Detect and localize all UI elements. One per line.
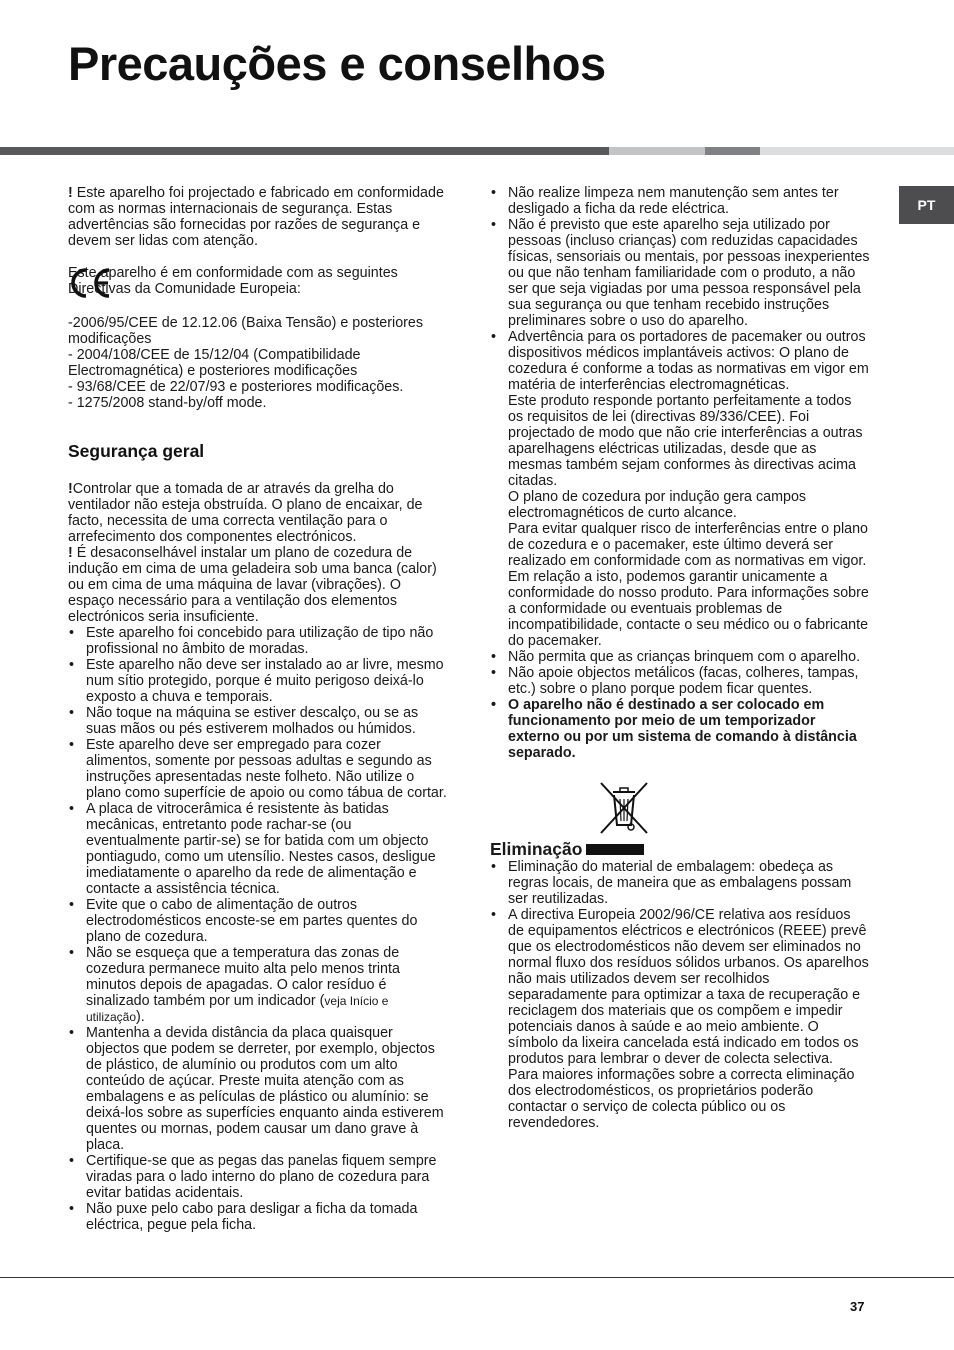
header-rule-light bbox=[609, 147, 705, 155]
right-column bbox=[490, 185, 870, 1131]
list-item: • Não puxe pelo cabo para desligar a ficha da tomada eléctrica, pegue pela ficha. bbox=[68, 1201, 448, 1233]
section-heading-seguranca: Segurança geral bbox=[68, 441, 205, 461]
warning-installation bbox=[68, 545, 448, 625]
intro-paragraph bbox=[68, 185, 448, 249]
pacemaker-paragraph: Em relação a isto, podemos garantir unicamente a conformidade do nosso produto. Para informações sobre a conformidade ou eventuais problemas de incompatibilidade, contacte o seu médico ou o fabricante do pacemaker. bbox=[508, 569, 869, 649]
directive-3: - 93/68/CEE de 22/07/93 e posteriores modificações. bbox=[68, 379, 404, 395]
list-item-timer-warning: • O aparelho não é destinado a ser colocado em funcionamento por meio de um temporizador externo ou por um sistema de comando à distância separado. bbox=[490, 697, 870, 761]
list-item: • Não apoie objectos metálicos (facas, colheres, tampas, etc.) sobre o plano porque podem ficar quentes. bbox=[490, 665, 870, 697]
ce-mark-icon bbox=[68, 267, 112, 299]
list-item: • Mantenha a devida distância da placa quaisquer objectos que podem se derreter, por exemplo, objectos de plástico, de alumínio ou produtos com um alto conteúdo de açúcar. Preste muita atenção com as embalagens e as películas de plástico ou alumínio: se deixá-los sobre as superfícies enquanto ainda estiverem quentes ou mornas, podem causar um dano grave à placa. bbox=[68, 1025, 448, 1153]
header-rule-dark bbox=[0, 147, 609, 155]
warning-mark: ! bbox=[68, 185, 73, 201]
pacemaker-paragraph: O plano de cozedura por indução gera campos electromagnéticos de curto alcance. bbox=[508, 489, 807, 521]
page-title: Precauções e conselhos bbox=[68, 37, 606, 90]
disposal-list bbox=[490, 859, 870, 1131]
list-item: • Não toque na máquina se estiver descalço, ou se as suas mãos ou pés estiverem molhados ou húmidos. bbox=[68, 705, 448, 737]
list-item: • Não permita que as crianças brinquem com o aparelho. bbox=[490, 649, 870, 665]
list-item-reee bbox=[490, 907, 870, 1131]
crossed-bin-icon bbox=[598, 781, 650, 835]
list-item: • Este aparelho não deve ser instalado ao ar livre, mesmo num sítio protegido, porque é muito perigoso deixá-lo exposto a chuva e temporais. bbox=[68, 657, 448, 705]
pacemaker-paragraph: Este produto responde portanto perfeitamente a todos os requisitos de lei (directivas 89/336/CEE). Foi projectado de modo que não crie interferências a outras aparelhagens eléctricas utilizadas, desde que as mesmas também sejam conformes às directivas acima citadas. bbox=[508, 393, 863, 489]
left-column bbox=[68, 185, 448, 1233]
cross-reference: veja Início e utilização bbox=[86, 994, 389, 1024]
warning-mark: ! bbox=[68, 545, 73, 561]
directive-2: - 2004/108/CEE de 15/12/04 (Compatibilidade Electromagnética) e posteriores modificações bbox=[68, 347, 361, 379]
list-item: • Este aparelho foi concebido para utilização de tipo não profissional no âmbito de moradas. bbox=[68, 625, 448, 657]
footer-rule bbox=[0, 1277, 954, 1278]
list-item-pacemaker bbox=[490, 329, 870, 649]
directive-4: - 1275/2008 stand-by/off mode. bbox=[68, 395, 267, 411]
eliminacao-heading-text: Eliminação bbox=[490, 839, 583, 859]
list-item: • Não realize limpeza nem manutenção sem antes ter desligado a ficha da rede eléctrica. bbox=[490, 185, 870, 217]
ce-block bbox=[68, 265, 448, 299]
list-item: • Evite que o cabo de alimentação de outros electrodomésticos encoste-se em partes quentes do plano de cozedura. bbox=[68, 897, 448, 945]
heading-bar bbox=[586, 844, 644, 855]
list-item: • Não é previsto que este aparelho seja utilizado por pessoas (incluso crianças) com reduzidas capacidades físicas, sensoriais ou mentais, por pessoas inexperientes ou que não tenham familiaridade com o produto, a não ser que seja vigiadas por uma pessoa responsável pela sua segurança ou que tenham recebido instruções preliminares sobre o uso do aparelho. bbox=[490, 217, 870, 329]
reee-paragraph: Para maiores informações sobre a correcta eliminação dos electrodomésticos, os proprietários poderão contactar o serviço de colecta público ou os revendedores. bbox=[508, 1067, 855, 1131]
directive-1: -2006/95/CEE de 12.12.06 (Baixa Tensão) e posteriores modificações bbox=[68, 315, 423, 347]
ce-text: Este aparelho é em conformidade com as seguintes Directivas da Comunidade Europeia: bbox=[68, 265, 398, 297]
list-item: • Este aparelho deve ser empregado para cozer alimentos, somente por pessoas adultas e segundo as instruções apresentadas neste folheto. Não utilize o plano como superfície de apoio ou como tábua de cortar. bbox=[68, 737, 448, 801]
weee-symbol-block bbox=[490, 781, 870, 837]
pacemaker-paragraph: Para evitar qualquer risco de interferências entre o plano de cozedura e o pacemaker, este último deverá ser realizado em conformidade com as normativas em vigor. bbox=[508, 521, 869, 569]
residual-text-a: Não se esqueça que a temperatura das zonas de cozedura permanece muito alta pelo menos trinta minutos depois de apagadas. O calor resíduo é sinalizado também por um indicador ( bbox=[86, 945, 400, 1009]
list-item: • Certifique-se que as pegas das panelas fiquem sempre viradas para o lado interno do plano de cozedura para evitar batidas acidentais. bbox=[68, 1153, 448, 1201]
spacer bbox=[68, 299, 448, 315]
warning-ventilation bbox=[68, 481, 448, 545]
header-rule-pale bbox=[760, 147, 954, 155]
section-heading-eliminacao bbox=[490, 839, 870, 859]
page-number: 37 bbox=[850, 1299, 865, 1314]
warning-mark: ! bbox=[68, 481, 73, 497]
warning-ventilation-text: Controlar que a tomada de ar através da grelha do ventilador não esteja obstruída. O plano de encaixar, de facto, necessita de uma correcta ventilação para o arrefecimento dos componentes electrónicos. bbox=[68, 481, 423, 545]
warning-installation-text: É desaconselhável instalar um plano de cozedura de indução em cima de uma geladeira sob uma banca (calor) ou em cima de uma máquina de lavar (vibrações). O espaço necessário para a ventilação dos elementos electrónicos seria insuficiente. bbox=[68, 545, 437, 625]
list-item: • A placa de vitrocerâmica é resistente às batidas mecânicas, entretanto pode rachar-se (ou eventualmente partir-se) se for batida com um objecto pontiagudo, como um utensílio. Nestes casos, desligue imediatamente o aparelho da rede de alimentação e contacte a assistência técnica. bbox=[68, 801, 448, 897]
safety-list bbox=[68, 625, 448, 1233]
intro-text: Este aparelho foi projectado e fabricado em conformidade com as normas internacionais de segurança. Estas advertências são fornecidas por razões de segurança e devem ser lidas com atenção. bbox=[68, 185, 444, 249]
language-tab: PT bbox=[899, 186, 954, 224]
header-rule-mid bbox=[705, 147, 760, 155]
list-item: • Eliminação do material de embalagem: obedeça as regras locais, de maneira que as embalagens possam ser reutilizadas. bbox=[490, 859, 870, 907]
reee-paragraph: • A directiva Europeia 2002/96/CE relativa aos resíduos de equipamentos eléctricos e electrónicos (REEE) prevê que os electrodomésticos não devem ser eliminados no normal fluxo dos resíduos sólidos urbanos. Os aparelhos não mais utilizados devem ser recolhidos separadamente para optimizar a taxa de recuperação e reciclagem dos materiais que os compõem e impedir potenciais danos à saúde e ao meio ambiente. O símbolo da lixeira cancelada está indicado em todos os produtos para lembrar o dever de colecta selectiva. bbox=[508, 907, 869, 1067]
pacemaker-paragraph: • Advertência para os portadores de pacemaker ou outros dispositivos médicos implantáveis activos: O plano de cozedura é conforme a todas as normativas em vigor em matéria de interferências electromagnéticas. bbox=[508, 329, 869, 393]
safety-list-continued bbox=[490, 185, 870, 761]
residual-text-b: ). bbox=[136, 1009, 145, 1025]
list-item-residual-heat bbox=[68, 945, 448, 1025]
